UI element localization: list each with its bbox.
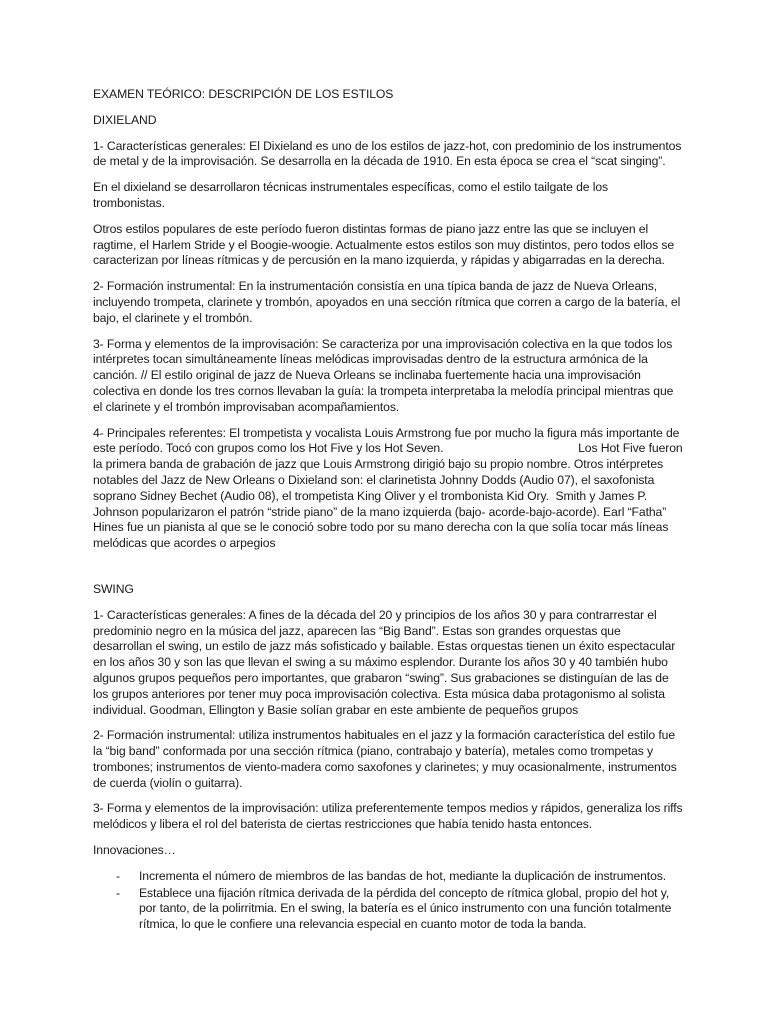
section-heading-swing: SWING (93, 581, 134, 596)
bullet-marker: - (116, 885, 120, 900)
dixieland-paragraph: En el dixieland se desarrollaron técnicas instrumentales específicas, como el estilo tailgate de los trombonistas. (93, 180, 609, 210)
list-item-text: Incrementa el número de miembros de las bandas de hot, mediante la duplicación de instrumentos. (139, 868, 667, 883)
dixieland-paragraph: 2- Formación instrumental: En la instrumentación consistía en una típica banda de jazz de Nueva Orleans, incluyendo trompeta, clarinete y trombón, apoyados en una sección rítmica que corren a cargo de la batería, el bajo, el clarinete y el trombón. (93, 279, 681, 325)
dixieland-paragraph: 1- Características generales: El Dixieland es uno de los estilos de jazz-hot, con predominio de los instrumentos de metal y de la improvisación. Se desarrolla en la década de 1910. En esta época se crea el “scat singing”. (93, 138, 682, 169)
document-body (93, 87, 686, 934)
section-spacer (93, 562, 683, 582)
list-item (93, 869, 683, 885)
dixieland-paragraph: 4- Principales referentes: El trompetista y vocalista Louis Armstrong fue por mucho la figura más importante de este período. Tocó con grupos como los Hot Five y los Hot Seven. Los Hot Five fueron la primera banda de grabación de jazz que Louis Armstrong dirigió bajo su propio nombre. Otros intérpretes notables del Jazz de New Orleans o Dixieland son: el clarinetista Johnny Dodds (Audio 07), el saxofonista soprano Sidney Bechet (Audio 08), el trompetista King Oliver y el trombonista Kid Ory. Smith y James P. Johnson popularizaron el patrón “stride piano” de la mano izquierda (bajo- acorde-bajo-acorde). Earl “Fatha” Hines fue un pianista al que se le conoció sobre todo por su mano derecha con la que solía tocar más líneas melódicas que acordes o arpegios (93, 425, 686, 551)
swing-paragraph: 1- Características generales: A fines de la década del 20 y principios de los años 30 y para contrarrestar el predominio negro en la música del jazz, aparecen las “Big Band”. Estas son grandes orquestas que desarrollan el swing, un estilo de jazz más sofisticado y bailable. Estas orquestas tienen un éxito espectacular en los años 30 y son las que llevan el swing a su máximo esplendor. Durante los años 30 y 40 también hubo algunos grupos pequeños pero importantes, que grabaron “swing”. Sus grabaciones se distinguían de las de los grupos anteriores por tener muy poca improvisación colectiva. Esta música daba protagonismo al solista individual. Goodman, Ellington y Basie solían grabar en este ambiente de pequeños grupos (93, 607, 676, 717)
section-heading-dixieland: DIXIELAND (93, 112, 157, 127)
bullet-marker: - (116, 868, 120, 883)
innovations-list (93, 869, 683, 933)
document-title: EXAMEN TEÓRICO: DESCRIPCIÓN DE LOS ESTILOS (93, 87, 394, 101)
dixieland-paragraph: 3- Forma y elementos de la improvisación: Se caracteriza por una improvisación colectiva en la que todos los intérpretes tocan simultáneamente líneas melódicas improvisadas dentro de la estructura armónica de la canción. // El estilo original de jazz de Nueva Orleans se inclinaba fuertemente hacia una improvisación colectiva en donde los tres cornos llevaban la guía: la trompeta interpretaba la melodía principal mientras que el clarinete y el trombón improvisaban acompañamientos. (93, 336, 674, 414)
swing-paragraph: 3- Forma y elementos de la improvisación: utiliza preferentemente tempos medios y rápidos, generaliza los riffs melódicos y libera el rol del baterista de ciertas restricciones que había tenido hasta entonces. (93, 801, 683, 832)
swing-paragraph: 2- Formación instrumental: utiliza instrumentos habituales en el jazz y la formación característica del estilo fue la “big band” conformada por una sección rítmica (piano, contrabajo y batería), metales como trompetas y trombones; instrumentos de viento-madera como saxofones y clarinetes; y muy ocasionalmente, instrumentos de cuerda (violín o guitarra). (93, 728, 677, 790)
innovations-label: Innovaciones… (93, 843, 176, 858)
dixieland-paragraph: Otros estilos populares de este período fueron distintas formas de piano jazz entre las que se incluyen el ragtime, el Harlem Stride y el Boogie-woogie. Actualmente estos estilos son muy distintos, pero todos ellos se caracterizan por líneas rítmicas y de percusión en la mano izquierda, y rápidas y abigarradas en la derecha. (93, 221, 675, 268)
list-item-text: Establece una fijación rítmica derivada de la pérdida del concepto de rítmica global, propio del hot y, por tanto, de la polirritmia. En el swing, la batería es el único instrumento con una función totalmente rítmica, lo que le confiere una relevancia especial en cuanto motor de toda la banda. (139, 885, 672, 932)
list-item (93, 886, 683, 933)
